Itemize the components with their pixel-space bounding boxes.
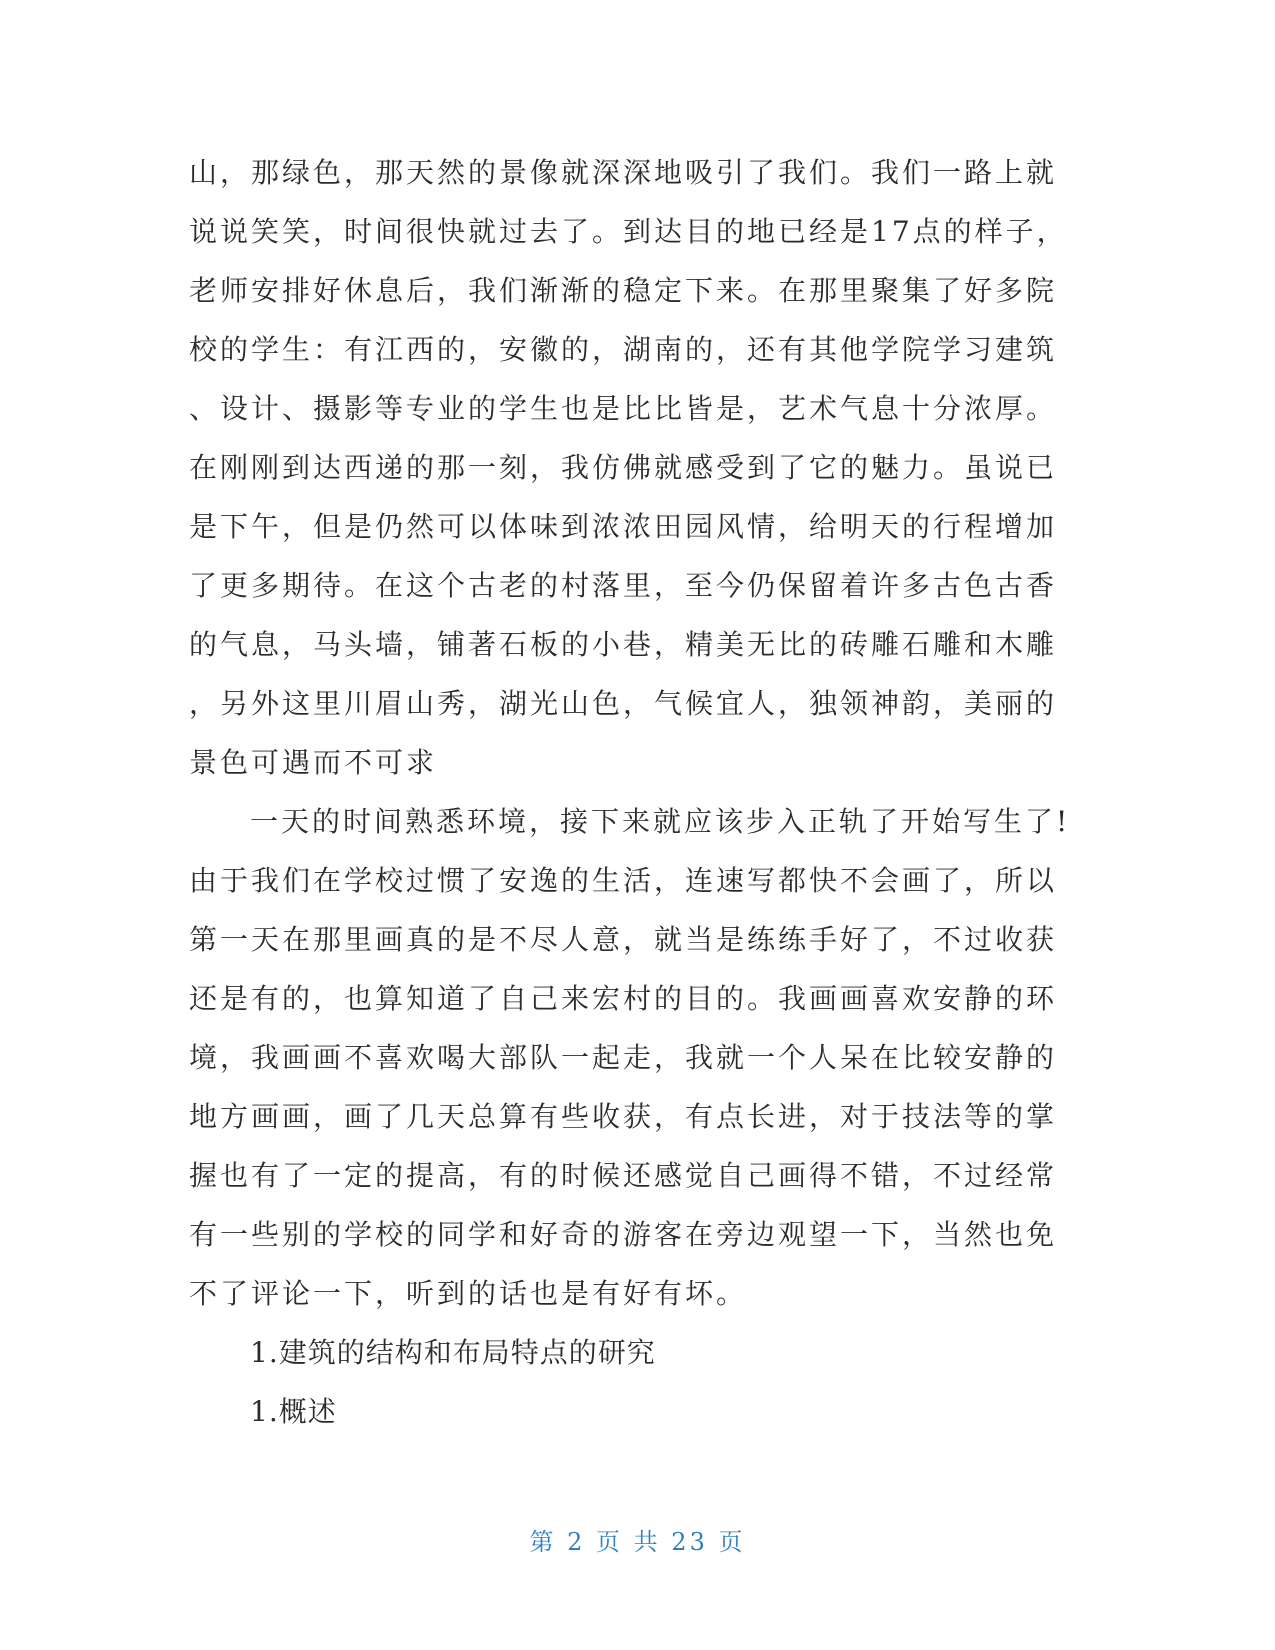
- text-line: 景色可遇而不可求: [189, 746, 438, 779]
- text-line: 不了评论一下，听到的话也是有好有坏。: [189, 1277, 748, 1310]
- document-body: [189, 143, 1069, 1441]
- text-line: 的气息，马头墙，铺著石板的小巷，精美无比的砖雕石雕和木雕: [189, 628, 1058, 661]
- text-line: 第一天在那里画真的是不尽人意，就当是练练手好了，不过收获: [189, 923, 1058, 956]
- text-line: 还是有的，也算知道了自己来宏村的目的。我画画喜欢安静的环: [189, 982, 1058, 1015]
- text-line: 校的学生：有江西的，安徽的，湖南的，还有其他学院学习建筑: [189, 333, 1058, 366]
- section-heading: 1.建筑的结构和布局特点的研究: [250, 1336, 656, 1369]
- page-number-footer: 第 2 页 共 23 页: [529, 1528, 746, 1556]
- text-line: 了更多期待。在这个古老的村落里，至今仍保留着许多古色古香: [189, 569, 1058, 602]
- text-line: 是下午，但是仍然可以体味到浓浓田园风情，给明天的行程增加: [189, 510, 1058, 543]
- subsection-heading: 1.概述: [250, 1395, 337, 1428]
- text-line: 境，我画画不喜欢喝大部队一起走，我就一个人呆在比较安静的: [189, 1041, 1058, 1074]
- text-line: 由于我们在学校过惯了安逸的生活，连速写都快不会画了，所以: [189, 864, 1058, 897]
- text-line: ，另外这里川眉山秀，湖光山色，气候宜人，独领神韵，美丽的: [189, 687, 1058, 720]
- text-line: 山，那绿色，那天然的景像就深深地吸引了我们。我们一路上就: [189, 156, 1058, 189]
- text-line: 地方画画，画了几天总算有些收获，有点长进，对于技法等的掌: [189, 1100, 1058, 1133]
- text-line: 握也有了一定的提高，有的时候还感觉自己画得不错，不过经常: [189, 1159, 1058, 1192]
- paragraph-1: [189, 143, 1069, 792]
- text-line: 、设计、摄影等专业的学生也是比比皆是，艺术气息十分浓厚。: [189, 392, 1058, 425]
- text-line: 一天的时间熟悉环境，接下来就应该步入正轨了开始写生了!: [250, 805, 1071, 838]
- text-line: 有一些别的学校的同学和好奇的游客在旁边观望一下，当然也免: [189, 1218, 1058, 1251]
- text-line: 老师安排好休息后，我们渐渐的稳定下来。在那里聚集了好多院: [189, 274, 1058, 307]
- text-line: 在刚刚到达西递的那一刻，我仿佛就感受到了它的魅力。虽说已: [189, 451, 1058, 484]
- text-line: 说说笑笑，时间很快就过去了。到达目的地已经是17点的样子，: [189, 215, 1068, 248]
- paragraph-2: [189, 792, 1069, 1323]
